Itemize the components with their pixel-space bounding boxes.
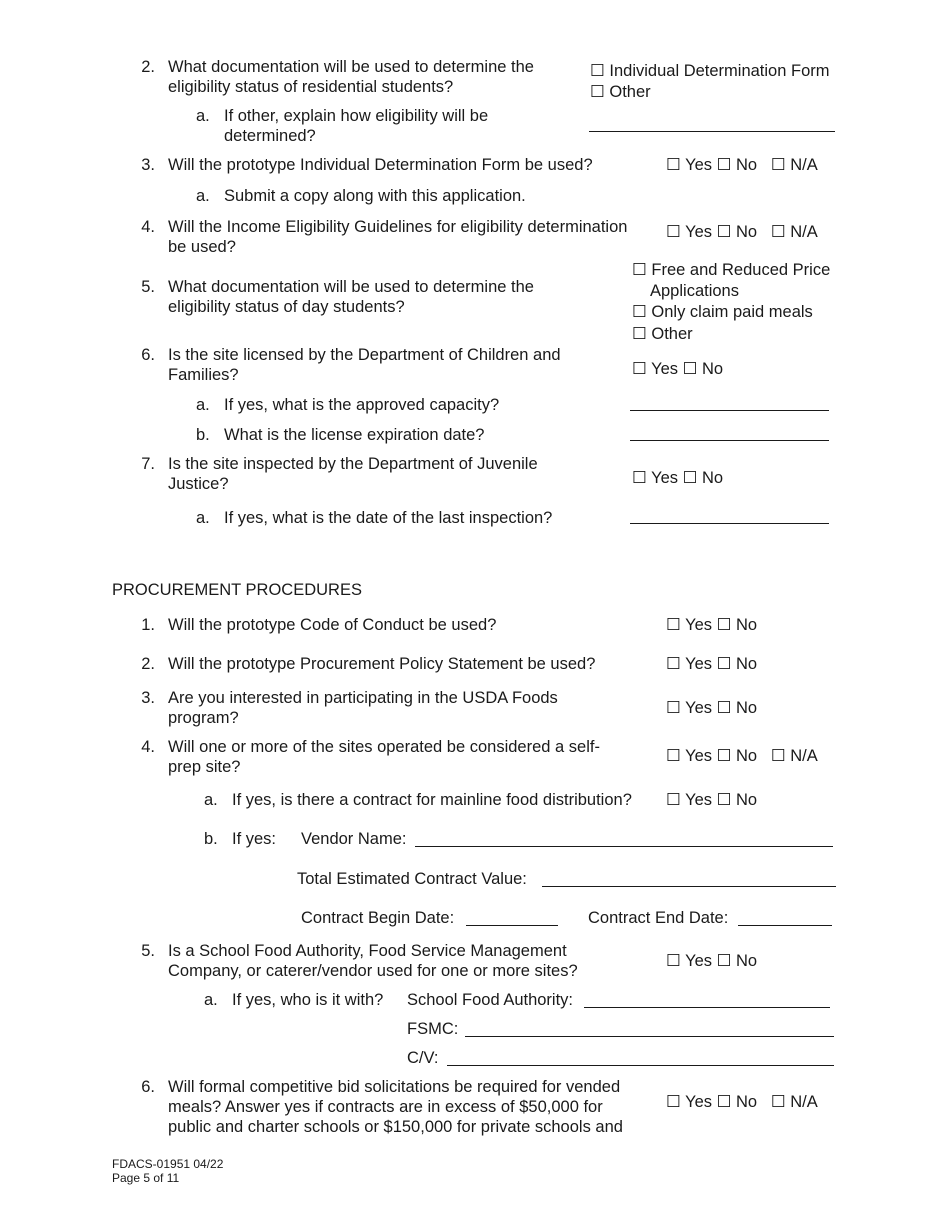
p5-options[interactable]: ☐ Yes ☐ No	[666, 952, 758, 970]
p1-options[interactable]: ☐ Yes ☐ No	[666, 616, 758, 634]
p1-number: 1.	[141, 616, 155, 634]
q7a-number: a.	[196, 509, 210, 527]
checkbox-icon[interactable]: ☐	[666, 616, 681, 634]
contract-begin-date-field[interactable]	[466, 925, 558, 926]
q5-option-paid-meals[interactable]: ☐ Only claim paid meals	[632, 303, 813, 321]
checkbox-icon[interactable]: ☐	[716, 223, 732, 241]
p6-text-line3: public and charter schools or $150,000 for private schools and	[168, 1118, 623, 1136]
checkbox-icon[interactable]: ☐	[666, 791, 681, 809]
checkbox-icon[interactable]: ☐	[716, 1093, 732, 1111]
q5-option-free-reduced[interactable]: ☐ Free and Reduced Price	[632, 261, 831, 279]
checkbox-icon[interactable]: ☐	[716, 747, 732, 765]
sfa-field[interactable]	[584, 1007, 830, 1008]
q2a-text-line1: If other, explain how eligibility will be	[224, 107, 489, 125]
p5-text-line2: Company, or caterer/vendor used for one or more sites?	[168, 962, 578, 980]
checkbox-icon[interactable]: ☐	[632, 261, 647, 279]
p3-text-line1: Are you interested in participating in the USDA Foods	[168, 689, 558, 707]
checkbox-icon[interactable]: ☐	[666, 655, 681, 673]
p4-text-line1: Will one or more of the sites operated be considered a self-	[168, 738, 600, 756]
q6a-answer-line[interactable]	[630, 410, 829, 411]
fsmc-label: FSMC:	[407, 1020, 459, 1038]
q6-text-line1: Is the site licensed by the Department of Children and	[168, 346, 561, 364]
sfa-label: School Food Authority:	[407, 991, 574, 1009]
checkbox-icon[interactable]: ☐	[716, 791, 732, 809]
cv-field[interactable]	[447, 1065, 834, 1066]
p6-number: 6.	[141, 1078, 155, 1096]
checkbox-icon[interactable]: ☐	[632, 303, 647, 321]
p6-text-line2: meals? Answer yes if contracts are in excess of $50,000 for	[168, 1098, 603, 1116]
p4-number: 4.	[141, 738, 155, 756]
checkbox-icon[interactable]: ☐	[770, 1093, 786, 1111]
q2-option-individual-determination[interactable]: ☐ Individual Determination Form	[590, 62, 830, 80]
q6a-text: If yes, what is the approved capacity?	[224, 396, 500, 414]
checkbox-icon[interactable]: ☐	[770, 747, 786, 765]
total-contract-value-field[interactable]	[542, 886, 836, 887]
checkbox-icon[interactable]: ☐	[716, 616, 732, 634]
p4b-number: b.	[204, 830, 218, 848]
q6-number: 6.	[141, 346, 155, 364]
checkbox-icon[interactable]: ☐	[666, 1093, 681, 1111]
total-contract-value-label: Total Estimated Contract Value:	[297, 870, 527, 888]
q2a-text-line2: determined?	[224, 127, 316, 145]
p5-number: 5.	[141, 942, 155, 960]
checkbox-icon[interactable]: ☐	[632, 360, 647, 378]
q7-text-line2: Justice?	[168, 475, 229, 493]
checkbox-icon[interactable]: ☐	[666, 156, 681, 174]
q6b-answer-line[interactable]	[630, 440, 829, 441]
section-heading-procurement: PROCUREMENT PROCEDURES	[112, 581, 362, 599]
page-number: Page 5 of 11	[112, 1171, 180, 1185]
q3-text: Will the prototype Individual Determination Form be used?	[168, 156, 593, 174]
contract-begin-date-label: Contract Begin Date:	[301, 909, 455, 927]
q6-options[interactable]: ☐ Yes ☐ No	[632, 360, 724, 378]
checkbox-icon[interactable]: ☐	[770, 223, 786, 241]
p4b-if-yes: If yes:	[232, 830, 277, 848]
checkbox-icon[interactable]: ☐	[666, 699, 681, 717]
q2a-answer-line[interactable]	[589, 131, 835, 132]
checkbox-icon[interactable]: ☐	[632, 325, 647, 343]
q6b-number: b.	[196, 426, 210, 444]
contract-end-date-field[interactable]	[738, 925, 832, 926]
p5-text-line1: Is a School Food Authority, Food Service Management	[168, 942, 567, 960]
q2-option-other[interactable]: ☐ Other	[590, 83, 651, 101]
q5-text-line1: What documentation will be used to determine the	[168, 278, 534, 296]
p2-options[interactable]: ☐ Yes ☐ No	[666, 655, 758, 673]
checkbox-icon[interactable]: ☐	[716, 699, 732, 717]
checkbox-icon[interactable]: ☐	[666, 747, 681, 765]
checkbox-icon[interactable]: ☐	[716, 655, 732, 673]
q5-option-other[interactable]: ☐ Other	[632, 325, 693, 343]
q3a-text: Submit a copy along with this application.	[224, 187, 526, 205]
q7a-text: If yes, what is the date of the last inspection?	[224, 509, 553, 527]
checkbox-icon[interactable]: ☐	[632, 469, 647, 487]
p3-text-line2: program?	[168, 709, 239, 727]
contract-end-date-label: Contract End Date:	[588, 909, 729, 927]
q7-options[interactable]: ☐ Yes ☐ No	[632, 469, 724, 487]
q5-number: 5.	[141, 278, 155, 296]
p6-options[interactable]: ☐ Yes ☐ No ☐ N/A	[666, 1093, 818, 1111]
q6b-text: What is the license expiration date?	[224, 426, 485, 444]
q5-option-free-reduced-line2: Applications	[650, 282, 739, 300]
p3-number: 3.	[141, 689, 155, 707]
q7-text-line1: Is the site inspected by the Department of Juvenile	[168, 455, 538, 473]
vendor-name-label: Vendor Name:	[301, 830, 407, 848]
q4-text-line1: Will the Income Eligibility Guidelines for eligibility determination	[168, 218, 628, 236]
q4-number: 4.	[141, 218, 155, 236]
cv-label: C/V:	[407, 1049, 439, 1067]
p2-number: 2.	[141, 655, 155, 673]
fsmc-field[interactable]	[465, 1036, 834, 1037]
q3-options[interactable]: ☐ Yes ☐ No ☐ N/A	[666, 156, 818, 174]
q7a-answer-line[interactable]	[630, 523, 829, 524]
p4-text-line2: prep site?	[168, 758, 241, 776]
checkbox-icon[interactable]: ☐	[716, 952, 732, 970]
q4-options[interactable]: ☐ Yes ☐ No ☐ N/A	[666, 223, 818, 241]
p4a-options[interactable]: ☐ Yes ☐ No	[666, 791, 758, 809]
p4a-text: If yes, is there a contract for mainline food distribution?	[232, 791, 632, 809]
form-id: FDACS-01951 04/22	[112, 1157, 224, 1171]
p3-options[interactable]: ☐ Yes ☐ No	[666, 699, 758, 717]
q7-number: 7.	[141, 455, 155, 473]
q2-number: 2.	[141, 58, 155, 76]
p5a-number: a.	[204, 991, 218, 1009]
p1-text: Will the prototype Code of Conduct be used?	[168, 616, 497, 634]
checkbox-icon[interactable]: ☐	[682, 469, 698, 487]
checkbox-icon[interactable]: ☐	[716, 156, 732, 174]
vendor-name-field[interactable]	[415, 846, 833, 847]
p2-text: Will the prototype Procurement Policy Statement be used?	[168, 655, 596, 673]
q6-text-line2: Families?	[168, 366, 239, 384]
q2a-number: a.	[196, 107, 210, 125]
p6-text-line1: Will formal competitive bid solicitations be required for vended	[168, 1078, 621, 1096]
q3-number: 3.	[141, 156, 155, 174]
q4-text-line2: be used?	[168, 238, 236, 256]
checkbox-icon[interactable]: ☐	[666, 223, 681, 241]
checkbox-icon[interactable]: ☐	[770, 156, 786, 174]
checkbox-icon[interactable]: ☐	[682, 360, 698, 378]
p4-options[interactable]: ☐ Yes ☐ No ☐ N/A	[666, 747, 818, 765]
q2-text-line2: eligibility status of residential students?	[168, 78, 454, 96]
q5-text-line2: eligibility status of day students?	[168, 298, 405, 316]
checkbox-icon[interactable]: ☐	[666, 952, 681, 970]
q2-text-line1: What documentation will be used to determine the	[168, 58, 534, 76]
p4a-number: a.	[204, 791, 218, 809]
checkbox-icon[interactable]: ☐	[590, 62, 605, 80]
checkbox-icon[interactable]: ☐	[590, 83, 605, 101]
p5a-if-yes: If yes, who is it with?	[232, 991, 384, 1009]
q6a-number: a.	[196, 396, 210, 414]
q3a-number: a.	[196, 187, 210, 205]
